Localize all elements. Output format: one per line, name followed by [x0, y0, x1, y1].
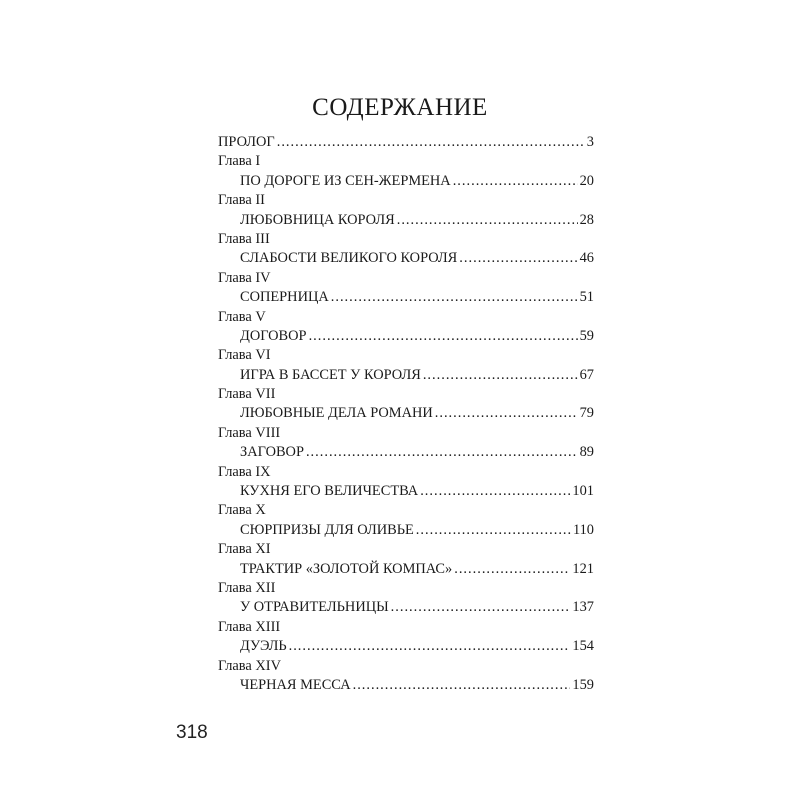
dot-leader — [309, 327, 578, 346]
chapter-label: Глава VII — [218, 386, 276, 403]
toc-entry — [218, 404, 594, 423]
toc-entry-page: 137 — [572, 599, 594, 616]
chapter-label: Глава VIII — [218, 424, 281, 441]
chapter-label: Глава IV — [218, 269, 271, 286]
toc-entry — [218, 366, 594, 385]
toc-entry-title: СЮРПРИЗЫ ДЛЯ ОЛИВЬЕ — [240, 521, 414, 538]
toc-entry — [218, 327, 594, 346]
dot-leader — [435, 404, 578, 423]
dot-leader — [459, 249, 577, 268]
chapter-label: Глава VI — [218, 347, 271, 364]
toc-entry-page: 20 — [579, 172, 594, 189]
dot-leader — [420, 482, 570, 501]
chapter-label: Глава XIII — [218, 618, 281, 635]
toc-entry — [218, 676, 594, 695]
toc-entry-page: 67 — [579, 366, 594, 383]
toc-entry-page: 159 — [572, 676, 594, 693]
toc-entry-prologue — [218, 133, 594, 152]
page-title: СОДЕРЖАНИЕ — [312, 94, 488, 121]
chapter-list — [218, 152, 594, 695]
toc-entry-page: 3 — [586, 134, 594, 150]
chapter-label: Глава XI — [218, 541, 271, 558]
chapter-label: Глава IX — [218, 463, 271, 480]
toc-entry-title: ПРОЛОГ — [218, 134, 275, 150]
dot-leader — [423, 366, 578, 385]
toc-entry-page: 121 — [572, 560, 594, 577]
toc-entry — [218, 637, 594, 656]
toc-entry-page: 154 — [572, 638, 594, 655]
chapter-label: Глава II — [218, 192, 265, 209]
toc-entry-title: ЧЕРНАЯ МЕССА — [240, 676, 351, 693]
toc-entry-page: 110 — [572, 521, 594, 538]
dot-leader — [397, 211, 578, 230]
chapter-label: Глава XIV — [218, 657, 281, 674]
toc-entry — [218, 172, 594, 191]
toc-entry — [218, 288, 594, 307]
dot-leader — [289, 637, 571, 656]
dot-leader — [416, 521, 571, 540]
chapter-label: Глава X — [218, 502, 266, 519]
toc-entry-title: У ОТРАВИТЕЛЬНИЦЫ — [240, 599, 389, 616]
toc-entry — [218, 482, 594, 501]
toc-entry-page: 79 — [579, 405, 594, 422]
chapter-label: Глава I — [218, 153, 261, 170]
toc-entry-title: ТРАКТИР «ЗОЛОТОЙ КОМПАС» — [240, 560, 453, 577]
toc-entry-title: ДОГОВОР — [240, 327, 307, 344]
dot-leader — [353, 676, 571, 695]
toc-entry — [218, 211, 594, 230]
dot-leader — [453, 172, 578, 191]
toc-entry-title: СОПЕРНИЦА — [240, 289, 329, 306]
dot-leader — [454, 560, 570, 579]
toc-entry-title: ДУЭЛЬ — [240, 638, 287, 655]
toc-entry — [218, 443, 594, 462]
toc-entry-title: ИГРА В БАССЕТ У КОРОЛЯ — [240, 366, 421, 383]
toc-entry-title: КУХНЯ ЕГО ВЕЛИЧЕСТВА — [240, 483, 419, 500]
toc-entry — [218, 249, 594, 268]
dot-leader — [277, 133, 585, 152]
toc-entry-title: ЗАГОВОР — [240, 444, 304, 461]
toc-entry-title: ПО ДОРОГЕ ИЗ СЕН-ЖЕРМЕНА — [240, 172, 451, 189]
toc-entry-page: 59 — [579, 327, 594, 344]
toc-entry — [218, 560, 594, 579]
toc-entry — [218, 521, 594, 540]
toc-entry-page: 28 — [579, 211, 594, 228]
toc-entry-page: 101 — [572, 483, 594, 500]
page-number: 318 — [176, 722, 208, 743]
toc-entry-page: 51 — [579, 289, 594, 306]
toc-entry-title: СЛАБОСТИ ВЕЛИКОГО КОРОЛЯ — [240, 250, 458, 267]
toc-entry — [218, 598, 594, 617]
toc-entry-title: ЛЮБОВНИЦА КОРОЛЯ — [240, 211, 395, 228]
toc-entry-title: ЛЮБОВНЫЕ ДЕЛА РОМАНИ — [240, 405, 433, 422]
chapter-label: Глава XII — [218, 579, 276, 596]
dot-leader — [331, 288, 578, 307]
chapter-label: Глава V — [218, 308, 266, 325]
chapter-label: Глава III — [218, 230, 270, 247]
table-of-contents — [218, 133, 594, 695]
toc-entry-page: 46 — [579, 250, 594, 267]
dot-leader — [306, 443, 578, 462]
toc-entry-page: 89 — [579, 444, 594, 461]
dot-leader — [391, 598, 571, 617]
